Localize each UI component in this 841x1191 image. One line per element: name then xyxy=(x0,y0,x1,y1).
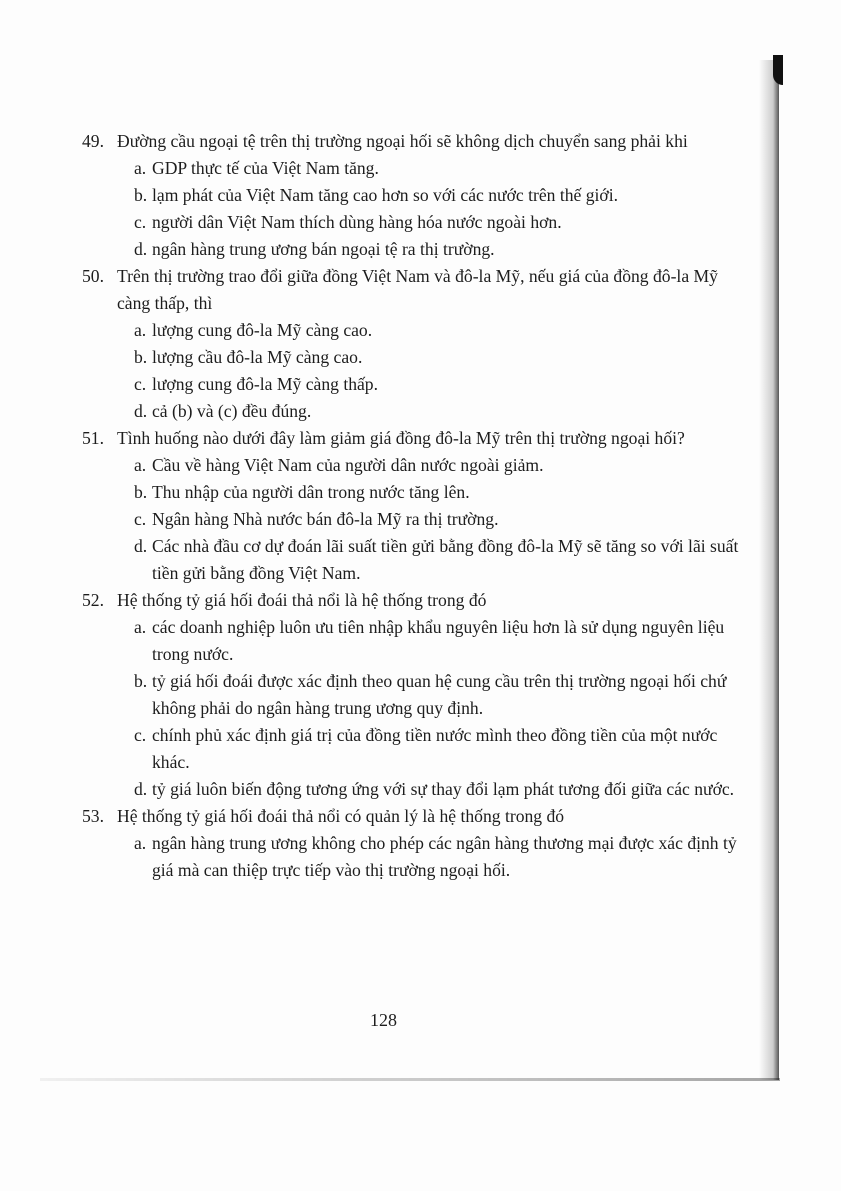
question-49 xyxy=(82,128,740,263)
question-stem: Hệ thống tỷ giá hối đoái thả nổi là hệ thống trong đó xyxy=(117,590,487,610)
option-c: c. Ngân hàng Nhà nước bán đô-la Mỹ ra thị trường. xyxy=(134,509,499,529)
question-stem: Hệ thống tỷ giá hối đoái thả nổi có quản lý là hệ thống trong đó xyxy=(117,806,565,826)
option-a: a. lượng cung đô-la Mỹ càng cao. xyxy=(134,320,373,340)
question-list xyxy=(82,128,740,884)
option-a: a. các doanh nghiệp luôn ưu tiên nhập khẩu nguyên liệu hơn là sử dụng nguyên liệu trong nước. xyxy=(134,617,725,664)
option-d: d. ngân hàng trung ương bán ngoại tệ ra thị trường. xyxy=(134,239,495,259)
question-52 xyxy=(82,587,740,803)
question-53 xyxy=(82,803,740,884)
option-b: b. Thu nhập của người dân trong nước tăng lên. xyxy=(134,482,470,502)
option-a: a. ngân hàng trung ương không cho phép các ngân hàng thương mại được xác định tỷ giá mà can thiệp trực tiếp vào thị trường ngoại hối. xyxy=(134,833,737,880)
binding-shadow xyxy=(759,60,779,1080)
page-corner-shadow xyxy=(773,55,783,85)
option-d: d. tỷ giá luôn biến động tương ứng với sự thay đổi lạm phát tương đối giữa các nước. xyxy=(134,779,735,799)
page-number: 128 xyxy=(370,1010,397,1030)
question-stem: Tình huống nào dưới đây làm giảm giá đồng đô-la Mỹ trên thị trường ngoại hối? xyxy=(117,428,685,448)
question-number: 50. xyxy=(82,266,104,286)
option-c: c. lượng cung đô-la Mỹ càng thấp. xyxy=(134,374,379,394)
question-number: 53. xyxy=(82,806,104,826)
question-number: 52. xyxy=(82,590,104,610)
option-c: c. chính phủ xác định giá trị của đồng tiền nước mình theo đồng tiền của một nước khác. xyxy=(134,725,718,772)
option-a: a. GDP thực tế của Việt Nam tăng. xyxy=(134,158,379,178)
option-b: b. tỷ giá hối đoái được xác định theo quan hệ cung cầu trên thị trường ngoại hối chứ không phải do ngân hàng trung ương quy định. xyxy=(134,671,727,718)
option-b: b. lượng cầu đô-la Mỹ càng cao. xyxy=(134,347,363,367)
question-number: 51. xyxy=(82,428,104,448)
option-c: c. người dân Việt Nam thích dùng hàng hóa nước ngoài hơn. xyxy=(134,212,562,232)
question-50 xyxy=(82,263,740,425)
option-d: d. Các nhà đầu cơ dự đoán lãi suất tiền gửi bằng đồng đô-la Mỹ sẽ tăng so với lãi suất tiền gửi bằng đồng Việt Nam. xyxy=(134,536,739,583)
page-bottom-edge xyxy=(40,1078,780,1081)
question-stem: Trên thị trường trao đổi giữa đồng Việt Nam và đô-la Mỹ, nếu giá của đồng đô-la Mỹ càng thấp, thì xyxy=(117,266,718,313)
question-stem: Đường cầu ngoại tệ trên thị trường ngoại hối sẽ không dịch chuyển sang phải khi xyxy=(117,131,688,151)
option-b: b. lạm phát của Việt Nam tăng cao hơn so với các nước trên thế giới. xyxy=(134,185,619,205)
question-51 xyxy=(82,425,740,587)
option-d: d. cả (b) và (c) đều đúng. xyxy=(134,401,312,421)
question-number: 49. xyxy=(82,131,104,151)
option-a: a. Cầu về hàng Việt Nam của người dân nước ngoài giảm. xyxy=(134,455,544,475)
